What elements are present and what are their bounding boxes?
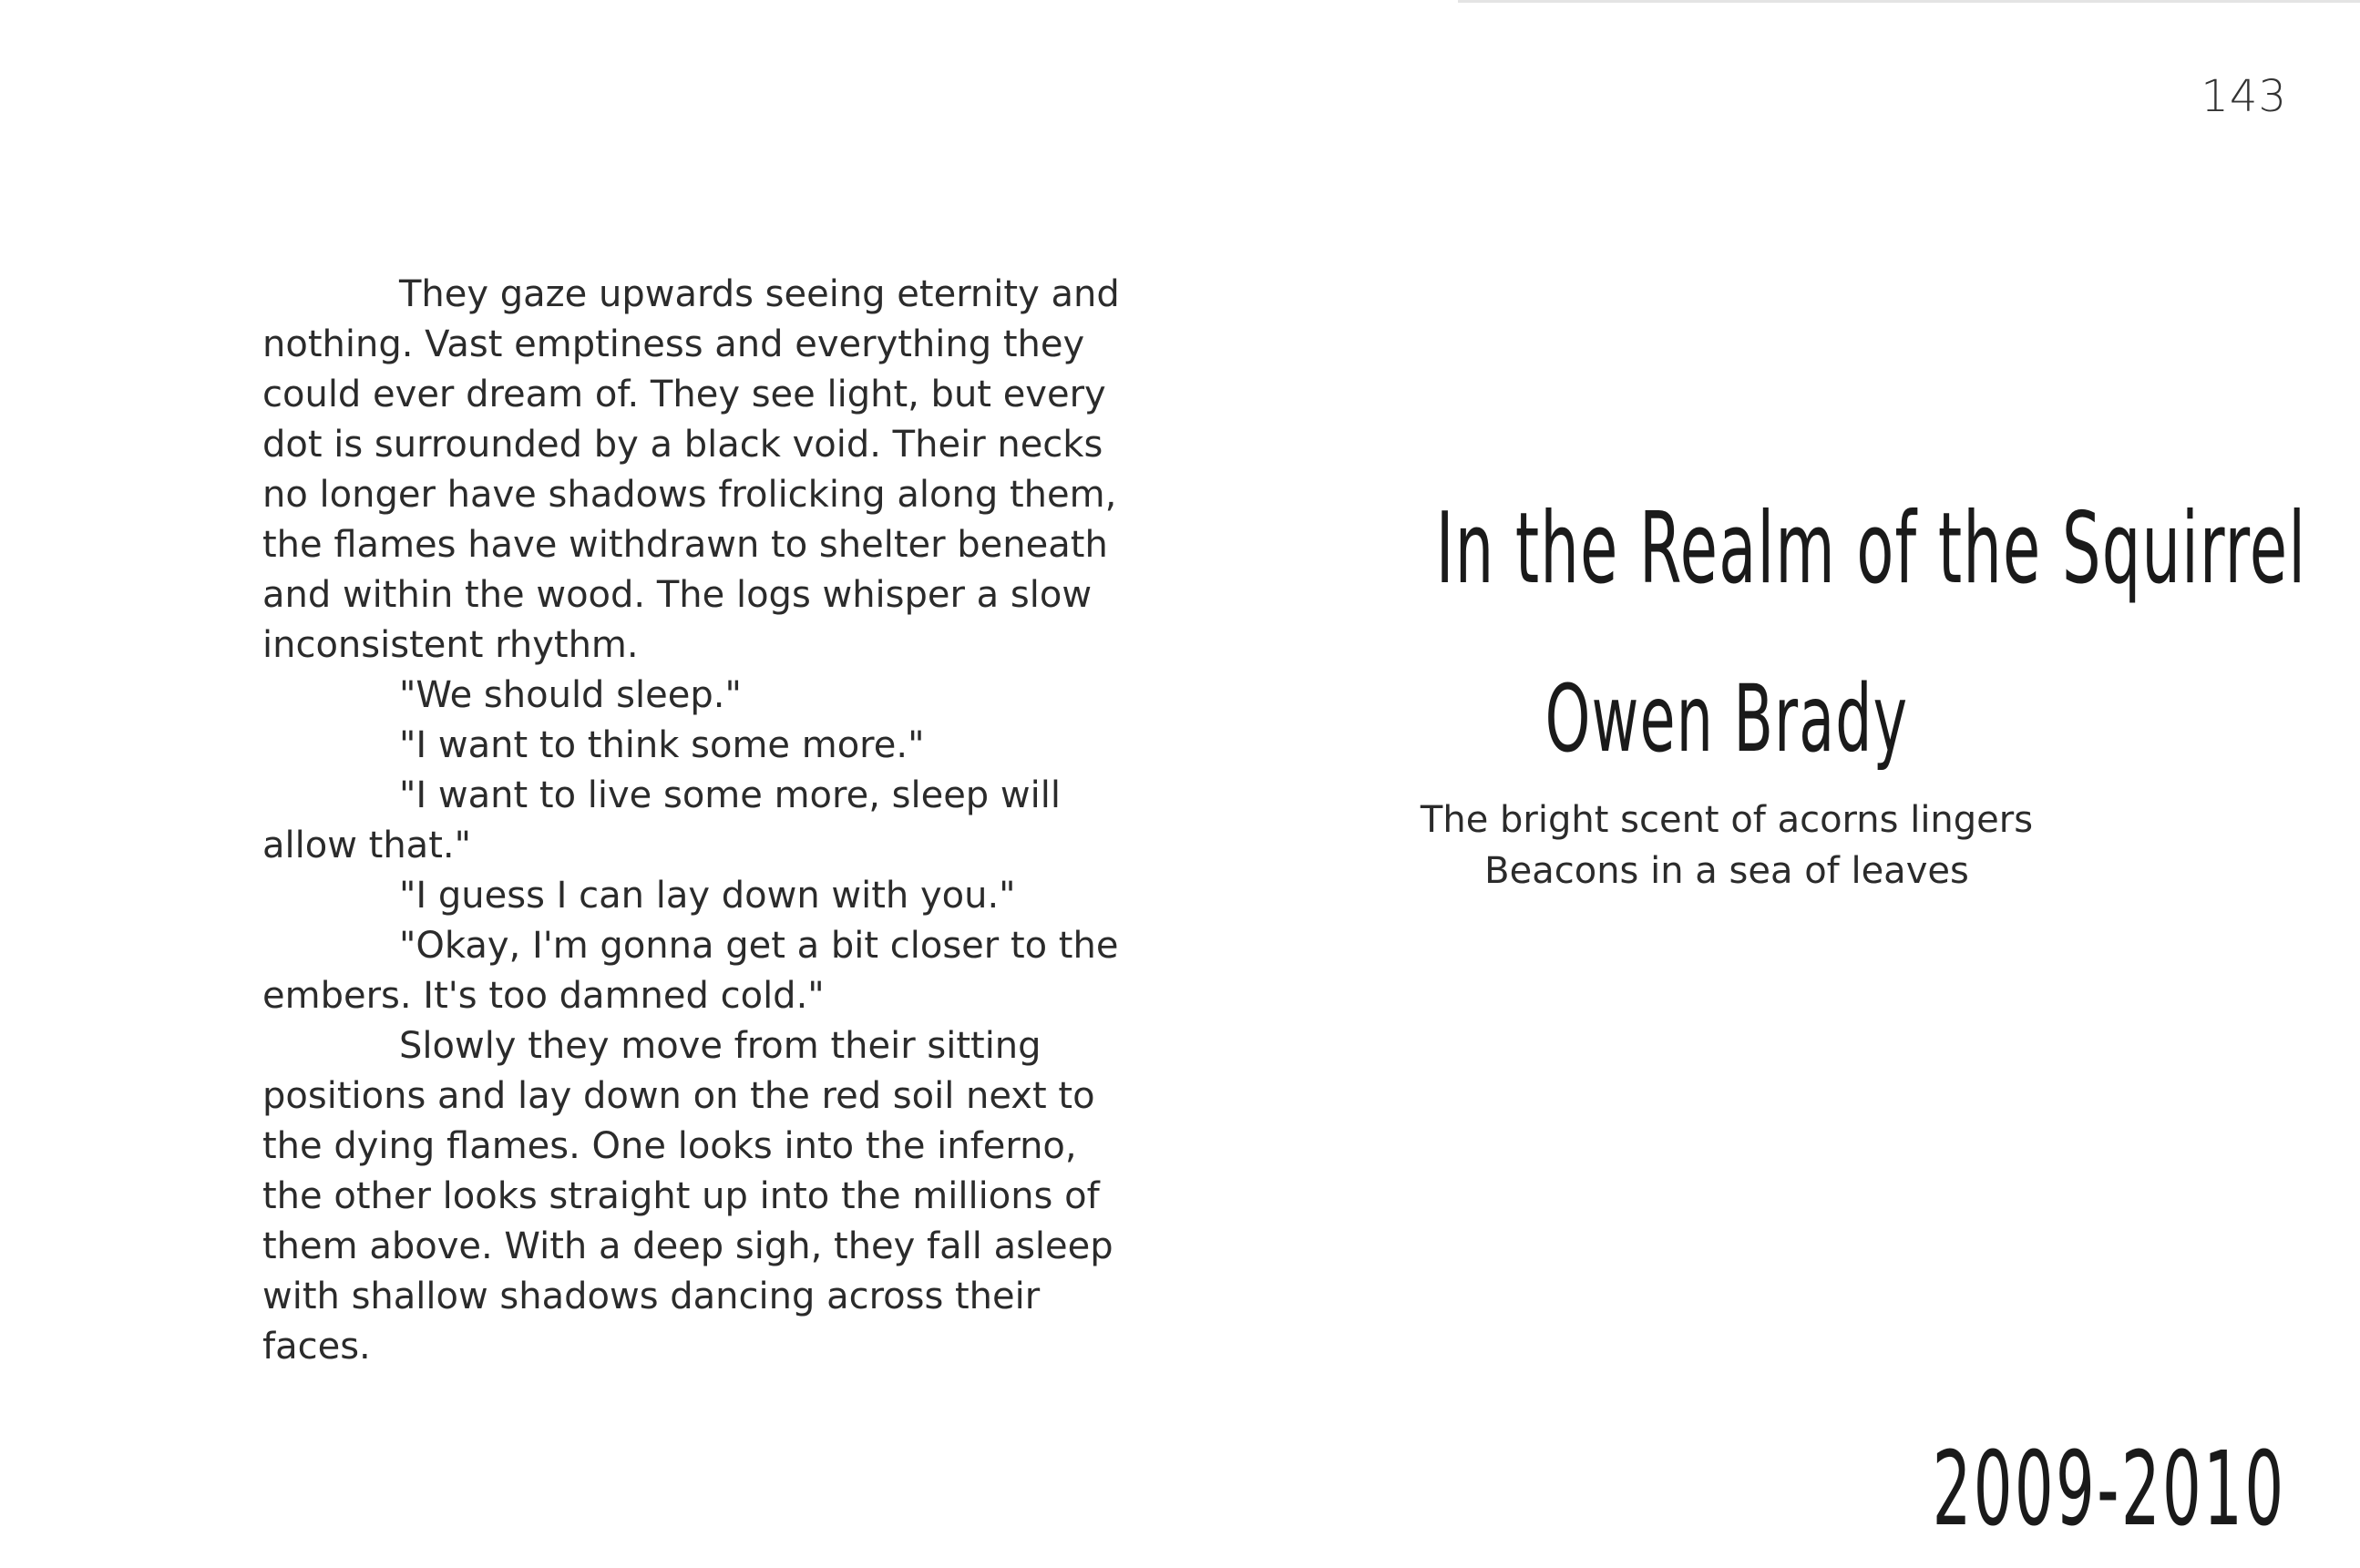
story-dialogue-line: "Okay, I'm gonna get a bit closer to the embers. It's too damned cold." xyxy=(262,925,1119,1017)
story-text-column xyxy=(262,270,1137,1372)
story-dialogue-line: "I want to think some more." xyxy=(399,724,925,766)
poem-author: Owen Brady xyxy=(1544,665,1909,774)
story-paragraph: Slowly they move from their sitting positions and lay down on the red soil next to the dying flames. One looks into the inferno, the other looks straight up into the millions of them above. With a deep sigh, they fall asleep with shallow shadows dancing across their faces. xyxy=(262,1025,1113,1368)
story-paragraph: They gaze upwards seeing eternity and nothing. Vast emptiness and everything they could ever dream of. They see light, but every dot is surrounded by a black void. Their necks no longer have shadows frolicking along them, the flames have withdrawn to shelter beneath and within the wood. The logs whisper a slow inconsistent rhythm. xyxy=(262,273,1120,666)
poem-line: The bright scent of acorns lingers xyxy=(1420,799,2034,841)
poem-title: In the Realm of the Squirrel xyxy=(1435,492,2307,606)
poem-body xyxy=(1257,794,2196,897)
page-number: 143 xyxy=(2201,71,2287,122)
top-border-line xyxy=(1458,0,2360,3)
story-dialogue-line: "I guess I can lay down with you." xyxy=(399,875,1016,917)
story-dialogue-line: "I want to live some more, sleep will allow that." xyxy=(262,774,1061,866)
story-dialogue-line: "We should sleep." xyxy=(399,674,742,716)
year-label: 2009-2010 xyxy=(1932,1430,2285,1549)
poem-line: Beacons in a sea of leaves xyxy=(1484,850,1969,892)
